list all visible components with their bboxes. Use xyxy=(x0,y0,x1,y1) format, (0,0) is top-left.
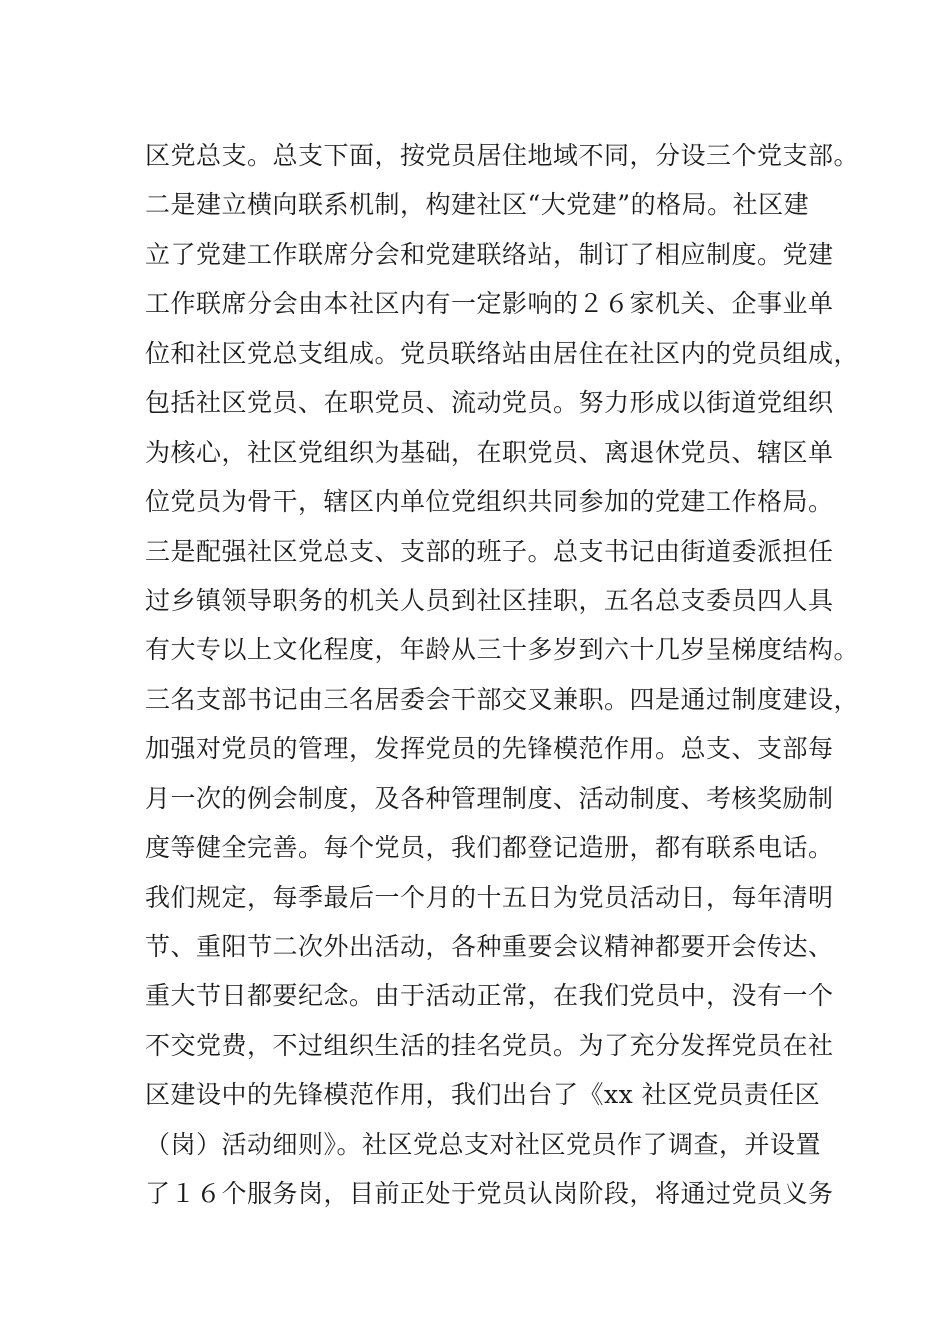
text-line: 月一次的例会制度，及各种管理制度、活动制度、考核奖励制 xyxy=(145,783,834,813)
text-line: 位和社区党总支组成。党员联络站由居住在社区内的党员组成， xyxy=(145,338,860,368)
text-line: 重大节日都要纪念。由于活动正常，在我们党员中，没有一个 xyxy=(145,981,834,1011)
text-line: 了１６个服务岗，目前正处于党员认岗阶段，将通过党员义务 xyxy=(145,1179,834,1209)
text-line: 三是配强社区党总支、支部的班子。总支书记由街道委派担任 xyxy=(145,536,834,566)
text-line: 节、重阳节二次外出活动，各种重要会议精神都要开会传达、 xyxy=(145,932,834,961)
text-line: 立了党建工作联席分会和党建联络站，制订了相应制度。党建 xyxy=(145,239,834,269)
text-line: 包括社区党员、在职党员、流动党员。努力形成以街道党组织 xyxy=(145,388,834,418)
text-line: 工作联席分会由本社区内有一定影响的２６家机关、企事业单 xyxy=(145,289,834,319)
text-line: 二是建立横向联系机制，构建社区“大党建”的格局。社区建 xyxy=(145,190,810,220)
text-line: 三名支部书记由三名居委会干部交叉兼职。四是通过制度建设， xyxy=(145,684,860,714)
text-line: 区建设中的先锋模范作用，我们出台了《xx 社区党员责任区 xyxy=(145,1080,821,1110)
text-line: 区党总支。总支下面，按党员居住地域不同，分设三个党支部。 xyxy=(145,141,860,170)
text-line: 我们规定，每季最后一个月的十五日为党员活动日，每年清明 xyxy=(145,882,834,912)
text-line: 过乡镇领导职务的机关人员到社区挂职，五名总支委员四人具 xyxy=(145,585,834,615)
text-line: 有大专以上文化程度，年龄从三十多岁到六十几岁呈梯度结构。 xyxy=(145,635,860,665)
text-line: （岗）活动细则》。社区党总支对社区党员作了调查，并设置 xyxy=(145,1129,822,1159)
text-line: 度等健全完善。每个党员，我们都登记造册，都有联系电话。 xyxy=(145,833,834,863)
text-line: 加强对党员的管理，发挥党员的先锋模范作用。总支、支部每 xyxy=(145,734,834,764)
text-line: 位党员为骨干，辖区内单位党组织共同参加的党建工作格局。 xyxy=(145,487,834,517)
body-text xyxy=(145,131,860,1219)
text-line: 不交党费，不过组织生活的挂名党员。为了充分发挥党员在社 xyxy=(145,1030,834,1060)
text-line: 为核心，社区党组织为基础，在职党员、离退休党员、辖区单 xyxy=(145,437,834,467)
